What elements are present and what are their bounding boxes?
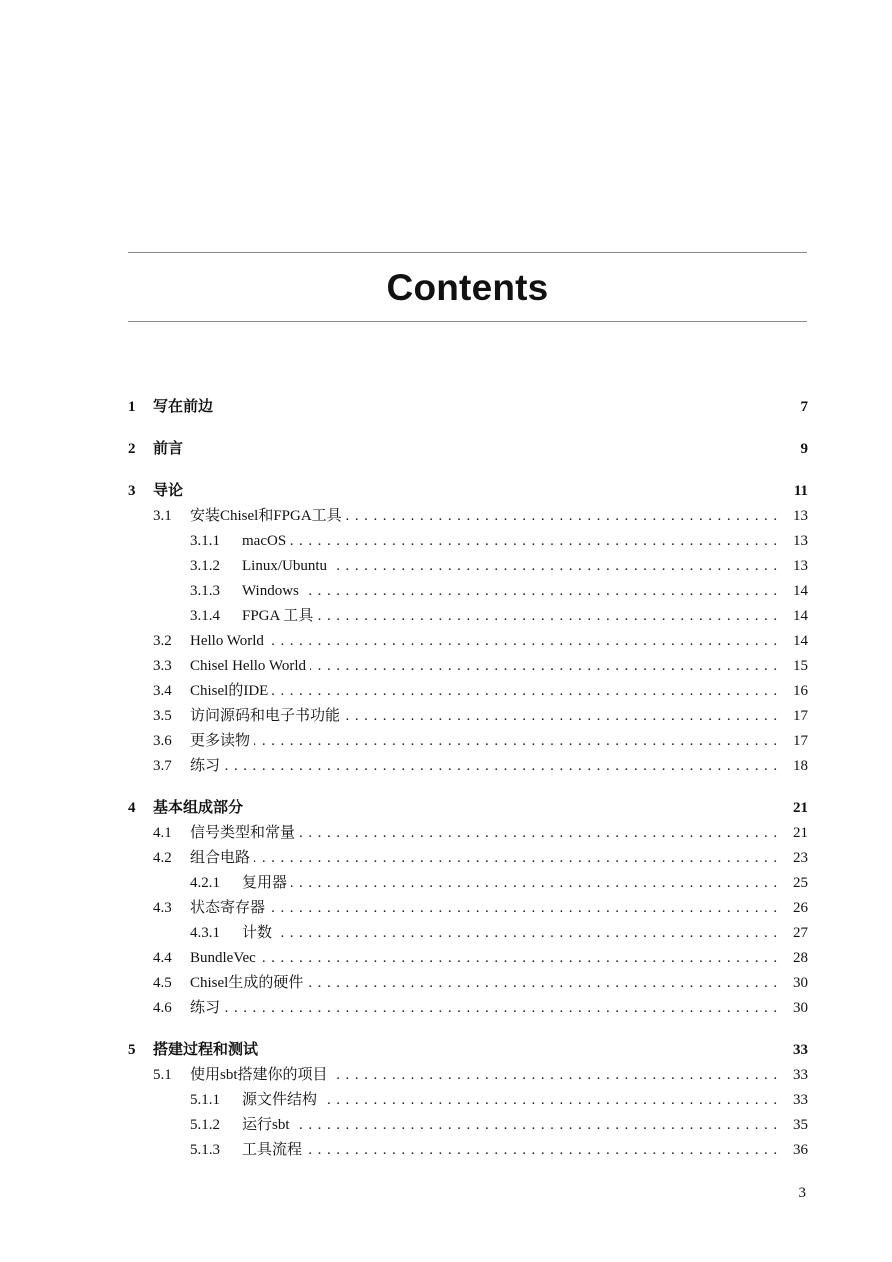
entry-number: 3.6: [153, 733, 172, 749]
entry-number: 3.1.4: [190, 608, 220, 624]
chapter-number: 4: [128, 800, 136, 816]
entry-number: 3.1.3: [190, 583, 220, 599]
entry-title: FPGA 工具: [242, 608, 314, 624]
entry-title: 使用sbt搭建你的项目: [190, 1067, 328, 1083]
toc-section[interactable]: [128, 504, 808, 529]
entry-title: 练习: [190, 1000, 221, 1016]
dot-leader: [346, 504, 778, 529]
page-title: Contents: [386, 267, 549, 308]
dot-leader: [276, 921, 778, 946]
toc-chapter[interactable]: [128, 796, 808, 821]
entry-title: Chisel的IDE: [190, 683, 269, 699]
toc-section[interactable]: [128, 629, 808, 654]
toc-section[interactable]: [128, 996, 808, 1021]
entry-title: BundleVec: [190, 950, 256, 966]
chapter-page: 33: [793, 1042, 808, 1058]
entry-title: 更多读物: [190, 733, 251, 749]
dot-leader: [290, 529, 778, 554]
toc-section[interactable]: [128, 896, 808, 921]
entry-title: 练习: [190, 758, 221, 774]
toc-subsection[interactable]: [128, 554, 808, 579]
entry-page: 30: [793, 975, 808, 991]
chapter-page: 7: [800, 399, 808, 415]
toc-subsection[interactable]: [128, 1138, 808, 1163]
entry-title: Hello World: [190, 633, 264, 649]
entry-page: 17: [793, 733, 808, 749]
toc-section[interactable]: [128, 946, 808, 971]
dot-leader: [307, 971, 778, 996]
entry-page: 13: [793, 533, 808, 549]
entry-title: 信号类型和常量: [190, 825, 296, 841]
entry-page: 18: [793, 758, 808, 774]
toc-subsection[interactable]: [128, 1088, 808, 1113]
toc-section[interactable]: [128, 846, 808, 871]
chapter-title: 前言: [153, 441, 184, 457]
toc-subsection[interactable]: [128, 1113, 808, 1138]
dot-leader: [344, 704, 778, 729]
title-top-rule: [128, 252, 807, 253]
entry-number: 3.4: [153, 683, 172, 699]
entry-page: 27: [793, 925, 808, 941]
toc-section[interactable]: [128, 1063, 808, 1088]
entry-number: 4.2.1: [190, 875, 220, 891]
entry-title: 状态寄存器: [190, 900, 266, 916]
entry-number: 3.5: [153, 708, 172, 724]
chapter-title: 搭建过程和测试: [153, 1042, 259, 1058]
entry-number: 5.1.3: [190, 1142, 220, 1158]
dot-leader: [294, 1113, 778, 1138]
chapter-number: 2: [128, 441, 136, 457]
entry-page: 13: [793, 558, 808, 574]
dot-leader: [254, 846, 778, 871]
dot-leader: [254, 729, 778, 754]
entry-title: Chisel Hello World: [190, 658, 307, 674]
dot-leader: [310, 654, 778, 679]
entry-page: 13: [793, 508, 808, 524]
toc-section[interactable]: [128, 729, 808, 754]
toc-section[interactable]: [128, 971, 808, 996]
entry-number: 3.7: [153, 758, 172, 774]
dot-leader: [306, 1138, 778, 1163]
page-number: 3: [798, 1185, 806, 1201]
entry-title: 访问源码和电子书功能: [190, 708, 341, 724]
entry-page: 26: [793, 900, 808, 916]
title-bottom-rule: [128, 321, 807, 322]
toc-chapter[interactable]: [128, 1038, 808, 1063]
dot-leader: [224, 754, 778, 779]
chapter-number: 3: [128, 483, 136, 499]
entry-page: 28: [793, 950, 808, 966]
toc-section[interactable]: [128, 654, 808, 679]
entry-page: 17: [793, 708, 808, 724]
toc-subsection[interactable]: [128, 604, 808, 629]
chapter-title: 基本组成部分: [153, 800, 244, 816]
entry-number: 4.2: [153, 850, 172, 866]
toc-section[interactable]: [128, 704, 808, 729]
entry-title: 组合电路: [190, 850, 251, 866]
entry-page: 14: [793, 608, 808, 624]
dot-leader: [260, 946, 778, 971]
entry-title: 工具流程: [242, 1142, 303, 1158]
entry-number: 4.4: [153, 950, 172, 966]
entry-number: 3.1.2: [190, 558, 220, 574]
entry-title: 安装Chisel和FPGA工具: [190, 508, 342, 524]
entry-title: Linux/Ubuntu: [242, 558, 327, 574]
dot-leader: [269, 896, 778, 921]
toc-subsection[interactable]: [128, 529, 808, 554]
entry-page: 14: [793, 633, 808, 649]
toc-section[interactable]: [128, 821, 808, 846]
chapter-page: 11: [793, 483, 808, 499]
entry-number: 3.1.1: [190, 533, 220, 549]
toc-subsection[interactable]: [128, 921, 808, 946]
entry-number: 4.5: [153, 975, 172, 991]
dot-leader: [299, 821, 778, 846]
dot-leader: [321, 1088, 778, 1113]
dot-leader: [331, 554, 778, 579]
dot-leader: [291, 871, 778, 896]
entry-number: 4.1: [153, 825, 172, 841]
entry-page: 21: [793, 825, 808, 841]
toc-subsection[interactable]: [128, 579, 808, 604]
chapter-title: 写在前边: [153, 399, 214, 415]
entry-number: 5.1.2: [190, 1117, 220, 1133]
entry-number: 5.1.1: [190, 1092, 220, 1108]
entry-number: 3.3: [153, 658, 172, 674]
chapter-title: 导论: [153, 483, 184, 499]
entry-page: 16: [793, 683, 808, 699]
entry-title: macOS: [242, 533, 287, 549]
dot-leader: [224, 996, 778, 1021]
toc-section[interactable]: [128, 679, 808, 704]
entry-page: 36: [793, 1142, 808, 1158]
entry-number: 3.1: [153, 508, 172, 524]
dot-leader: [332, 1063, 778, 1088]
entry-number: 5.1: [153, 1067, 172, 1083]
entry-page: 33: [793, 1067, 808, 1083]
entry-page: 15: [793, 658, 808, 674]
entry-title: Windows: [242, 583, 299, 599]
chapter-page: 21: [793, 800, 808, 816]
dot-leader: [268, 629, 778, 654]
entry-page: 30: [793, 1000, 808, 1016]
entry-number: 4.6: [153, 1000, 172, 1016]
chapter-page: 9: [800, 441, 808, 457]
table-of-contents: [128, 395, 808, 1163]
entry-title: 复用器: [242, 875, 288, 891]
dot-leader: [272, 679, 778, 704]
dot-leader: [317, 604, 778, 629]
toc-chapter[interactable]: [128, 479, 808, 504]
entry-title: 源文件结构: [242, 1092, 318, 1108]
entry-page: 25: [793, 875, 808, 891]
entry-page: 23: [793, 850, 808, 866]
entry-number: 3.2: [153, 633, 172, 649]
entry-title: Chisel生成的硬件: [190, 975, 304, 991]
entry-number: 4.3.1: [190, 925, 220, 941]
toc-chapter[interactable]: [128, 395, 808, 420]
toc-subsection[interactable]: [128, 871, 808, 896]
toc-chapter[interactable]: [128, 437, 808, 462]
chapter-number: 5: [128, 1042, 136, 1058]
entry-page: 35: [793, 1117, 808, 1133]
entry-title: 计数: [242, 925, 273, 941]
chapter-number: 1: [128, 399, 136, 415]
toc-section[interactable]: [128, 754, 808, 779]
entry-page: 14: [793, 583, 808, 599]
entry-number: 4.3: [153, 900, 172, 916]
dot-leader: [303, 579, 778, 604]
entry-title: 运行sbt: [242, 1117, 290, 1133]
entry-page: 33: [793, 1092, 808, 1108]
